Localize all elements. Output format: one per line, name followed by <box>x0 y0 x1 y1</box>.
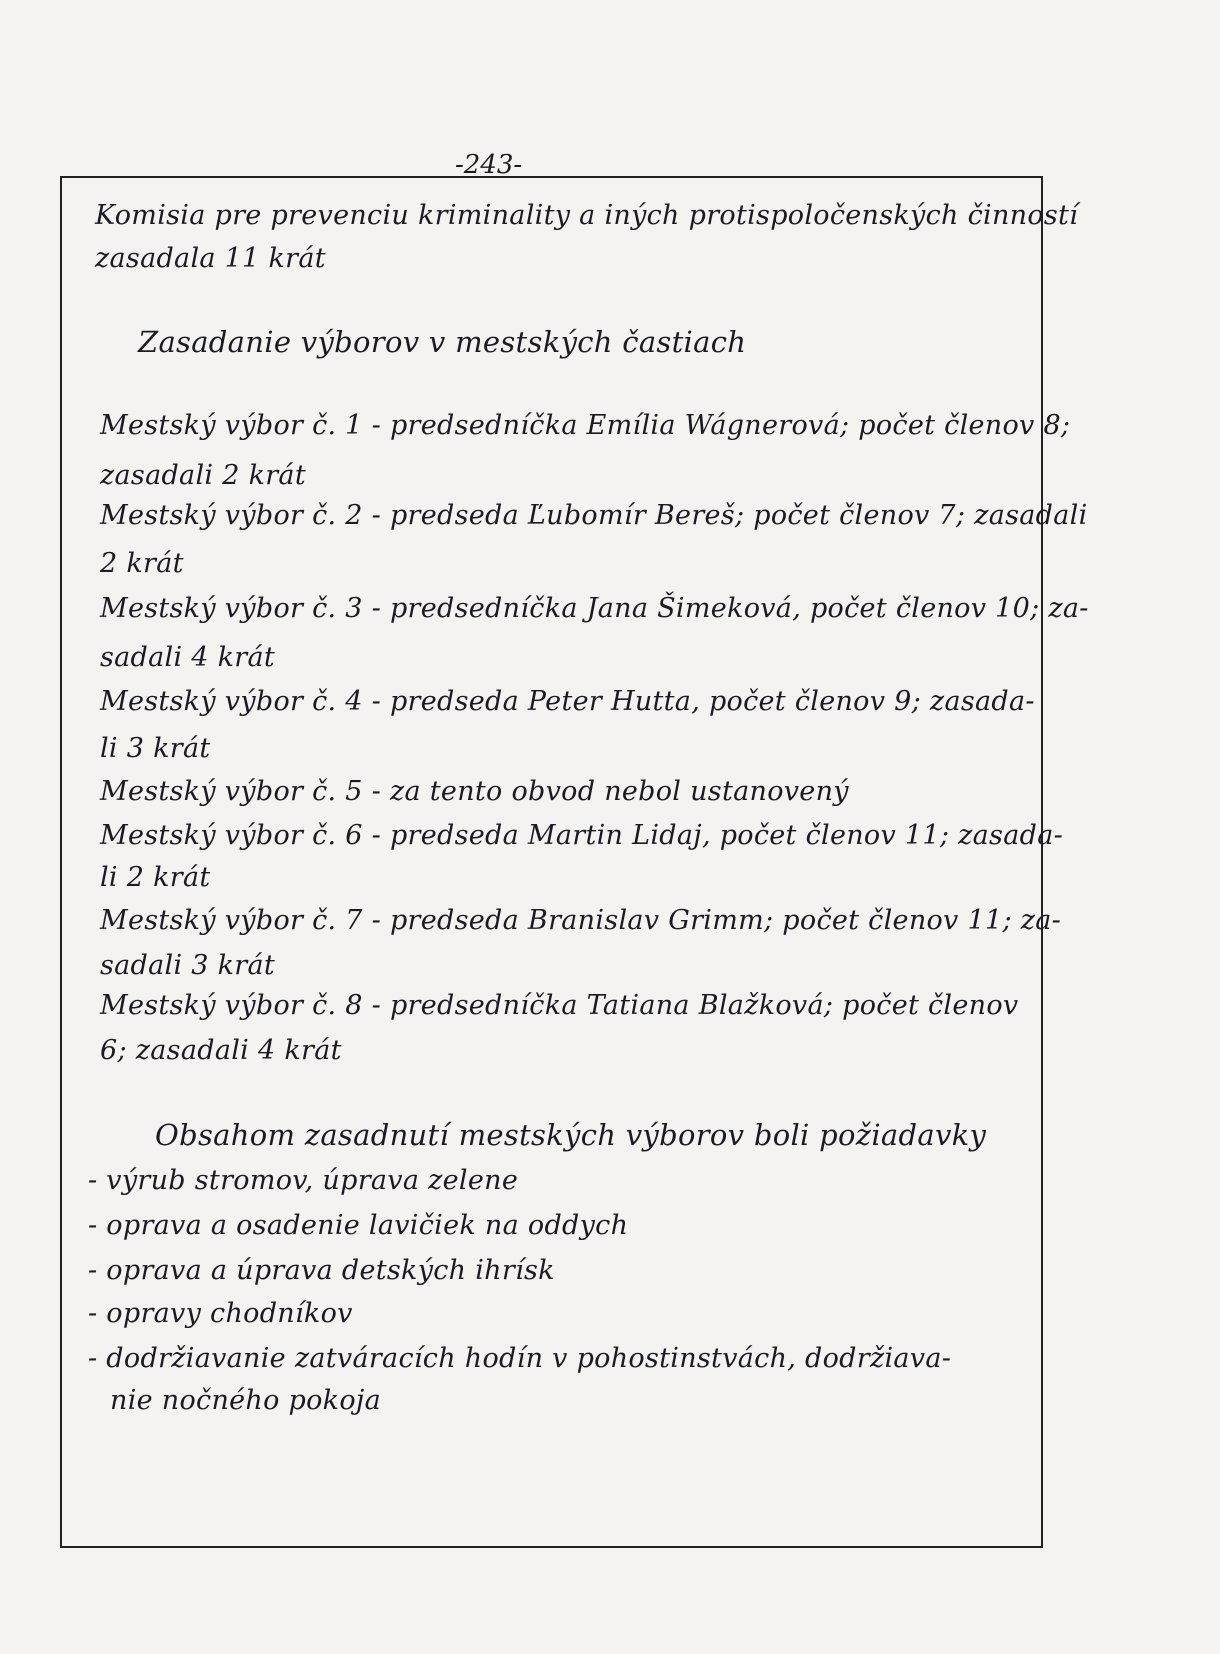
committee-7-line-1: Mestský výbor č. 7 - predseda Branislav Grimm; počet členov 11; za- <box>100 905 1062 936</box>
request-item-continuation: nie nočného pokoja <box>110 1385 381 1416</box>
committee-7-line-2: sadali 3 krát <box>100 950 276 981</box>
section-heading: Zasadanie výborov v mestských častiach <box>138 325 747 359</box>
page-number: -243- <box>455 150 523 180</box>
committee-3-line-2: sadali 4 krát <box>100 642 276 673</box>
committee-8-line-1: Mestský výbor č. 8 - predsedníčka Tatiana Blažková; počet členov <box>100 990 1019 1021</box>
committee-6-line-2: li 2 krát <box>100 862 211 893</box>
request-item: - opravy chodníkov <box>88 1298 353 1329</box>
committee-3-line-1: Mestský výbor č. 3 - predsedníčka Jana Šimeková, počet členov 10; za- <box>100 593 1089 624</box>
committee-8-line-2: 6; zasadali 4 krát <box>100 1035 342 1066</box>
committee-5-line-1: Mestský výbor č. 5 - za tento obvod nebol ustanovený <box>100 776 849 807</box>
committee-1-line-1: Mestský výbor č. 1 - predsedníčka Emília Wágnerová; počet členov 8; <box>100 410 1071 441</box>
committee-1-line-2: zasadali 2 krát <box>100 460 306 491</box>
committee-2-line-1: Mestský výbor č. 2 - predseda Ľubomír Bereš; počet členov 7; zasadali <box>100 500 1088 531</box>
committee-6-line-1: Mestský výbor č. 6 - predseda Martin Lidaj, počet členov 11; zasada- <box>100 820 1064 851</box>
request-item: - oprava a osadenie lavičiek na oddych <box>88 1210 629 1241</box>
committee-4-line-1: Mestský výbor č. 4 - predseda Peter Hutta, počet členov 9; zasada- <box>100 686 1035 717</box>
requests-heading: Obsahom zasadnutí mestských výborov boli požiadavky <box>155 1118 987 1152</box>
intro-line-2: zasadala 11 krát <box>95 243 326 274</box>
committee-2-line-2: 2 krát <box>100 548 184 579</box>
request-item: - výrub stromov, úprava zelene <box>88 1165 519 1196</box>
intro-line-1: Komisia pre prevenciu kriminality a iných protispoločenských činností <box>95 200 1079 231</box>
request-item: - dodržiavanie zatváracích hodín v pohostinstvách, dodržiava- <box>88 1343 952 1374</box>
committee-4-line-2: li 3 krát <box>100 733 211 764</box>
request-item: - oprava a úprava detských ihrísk <box>88 1255 555 1286</box>
